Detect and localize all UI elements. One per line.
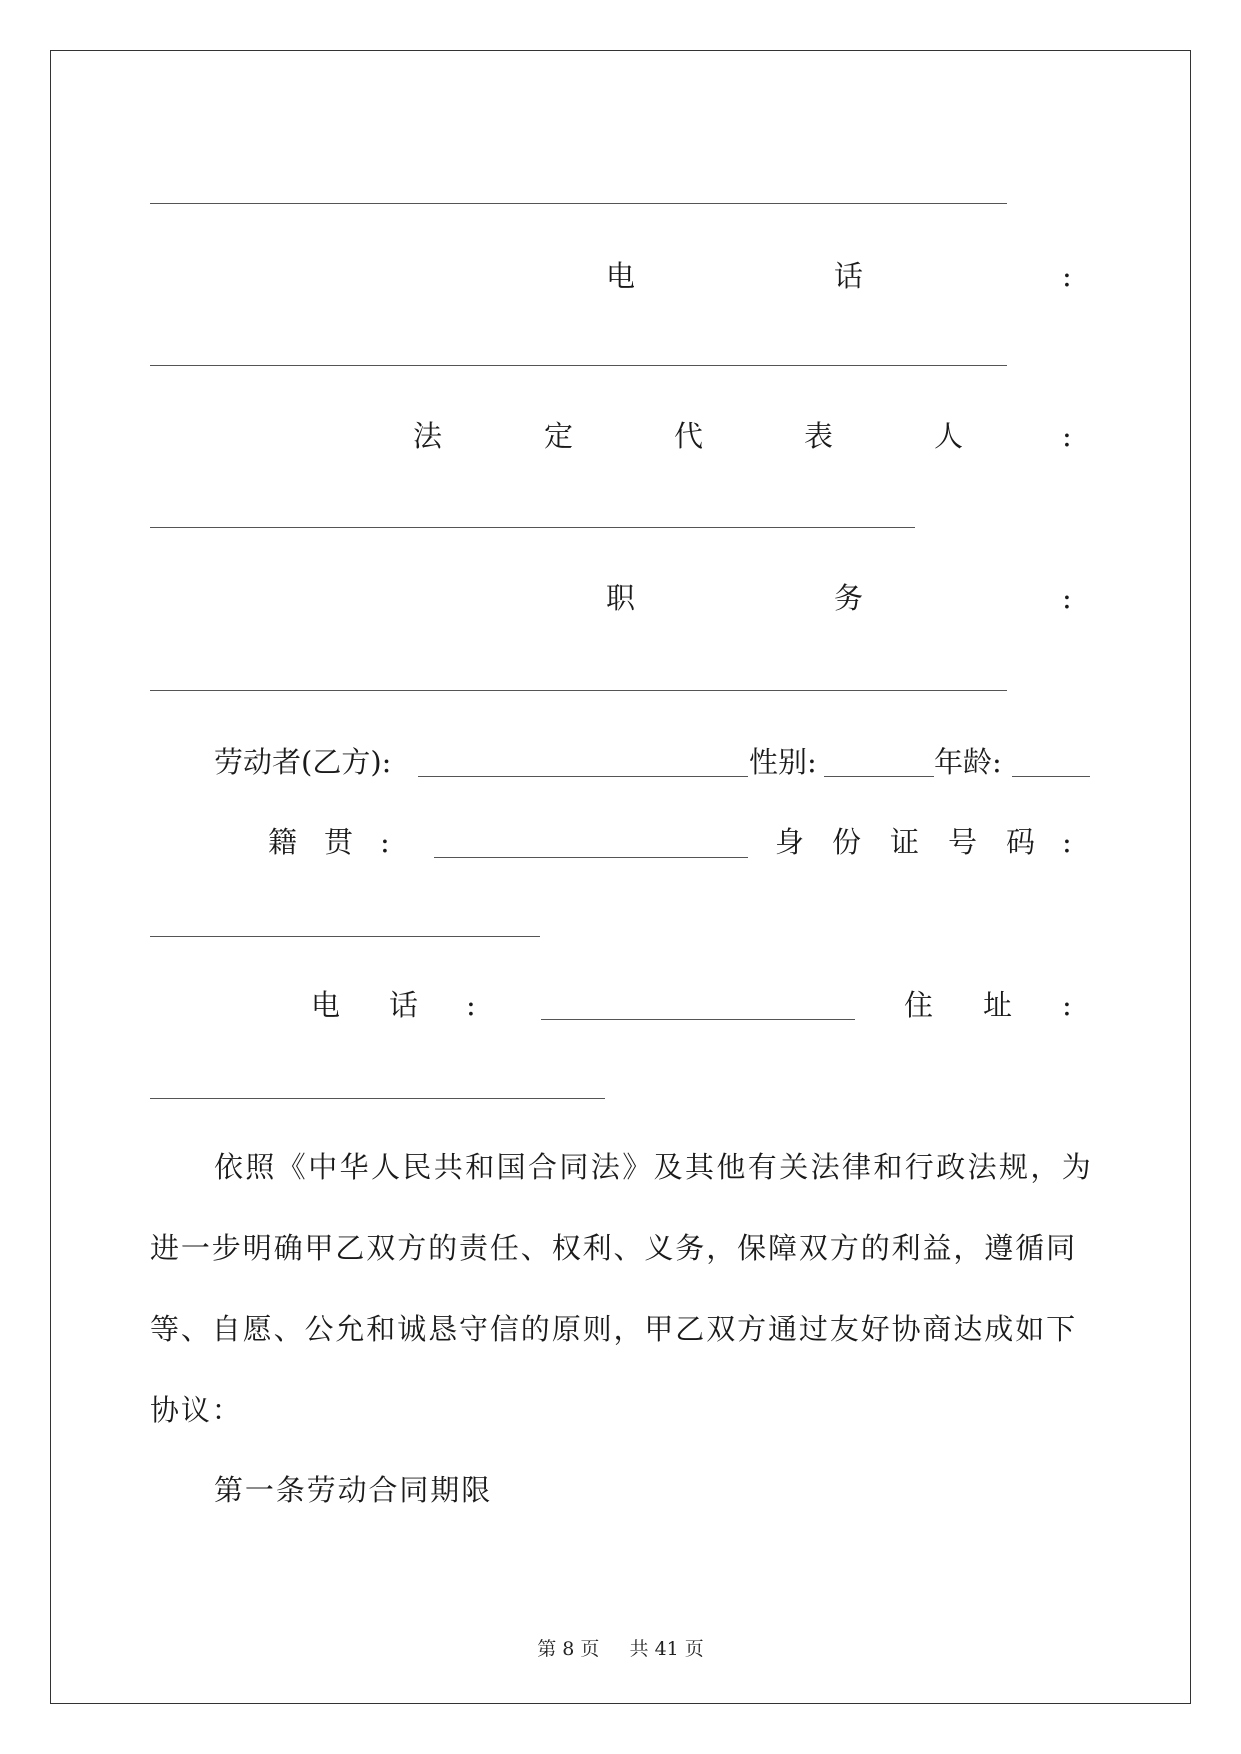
worker-phone-colon: :	[466, 988, 476, 1022]
page-total: 41	[654, 1638, 679, 1660]
page-suffix: 页	[580, 1638, 600, 1660]
id-number-label-char: 证	[890, 825, 920, 859]
worker-name-blank[interactable]	[418, 776, 748, 777]
blank-line	[150, 203, 1007, 204]
page-border	[50, 50, 1191, 1704]
preamble-line: 等、自愿、公允和诚恳守信的原则，甲乙双方通过友好协商达成如下	[150, 1312, 1078, 1346]
origin-colon: :	[380, 825, 390, 859]
job-title-label-char: 职	[606, 581, 636, 615]
address-label-char: 住	[904, 988, 934, 1022]
employer-phone-colon: :	[1062, 259, 1072, 293]
article-heading: 第一条劳动合同期限	[214, 1473, 493, 1507]
age-label: 年龄:	[934, 745, 1002, 779]
address-blank[interactable]	[150, 1098, 605, 1099]
legal-rep-blank[interactable]	[150, 527, 915, 528]
total-suffix: 页	[684, 1638, 704, 1660]
origin-label-char: 贯	[324, 825, 354, 859]
total-prefix: 共	[629, 1638, 649, 1660]
address-colon: :	[1062, 988, 1072, 1022]
gender-blank[interactable]	[824, 776, 934, 777]
employer-phone-label-char: 话	[834, 259, 864, 293]
worker-phone-label-char: 话	[389, 988, 419, 1022]
legal-rep-label-char: 表	[804, 419, 834, 453]
legal-rep-label-char: 人	[934, 419, 964, 453]
age-blank[interactable]	[1012, 776, 1090, 777]
legal-rep-label-char: 法	[413, 419, 443, 453]
id-number-colon: :	[1062, 825, 1072, 859]
legal-rep-label-char: 定	[544, 419, 574, 453]
page-prefix: 第	[537, 1638, 557, 1660]
page-current: 8	[562, 1638, 575, 1660]
origin-blank[interactable]	[434, 857, 748, 858]
employer-phone-blank[interactable]	[150, 365, 1007, 366]
legal-rep-colon: :	[1062, 419, 1072, 453]
id-number-label-char: 身	[775, 825, 805, 859]
gender-label: 性别:	[749, 745, 817, 779]
id-number-blank[interactable]	[150, 936, 540, 937]
address-label-char: 址	[983, 988, 1013, 1022]
worker-phone-blank[interactable]	[541, 1019, 855, 1020]
legal-rep-label-char: 代	[674, 419, 704, 453]
origin-label-char: 籍	[268, 825, 298, 859]
preamble-line: 依照《中华人民共和国合同法》及其他有关法律和行政法规，为	[214, 1150, 1094, 1184]
id-number-label-char: 号	[948, 825, 978, 859]
worker-label: 劳动者(乙方):	[214, 745, 392, 779]
employer-phone-label-char: 电	[606, 259, 636, 293]
job-title-colon: :	[1062, 581, 1072, 615]
id-number-label-char: 份	[832, 825, 862, 859]
preamble-line: 协议：	[150, 1393, 243, 1427]
page-footer	[0, 1634, 1241, 1661]
job-title-blank[interactable]	[150, 690, 1007, 691]
id-number-label-char: 码	[1006, 825, 1036, 859]
preamble-line: 进一步明确甲乙双方的责任、权利、义务，保障双方的利益，遵循同	[150, 1231, 1078, 1265]
job-title-label-char: 务	[834, 581, 864, 615]
worker-phone-label-char: 电	[311, 988, 341, 1022]
